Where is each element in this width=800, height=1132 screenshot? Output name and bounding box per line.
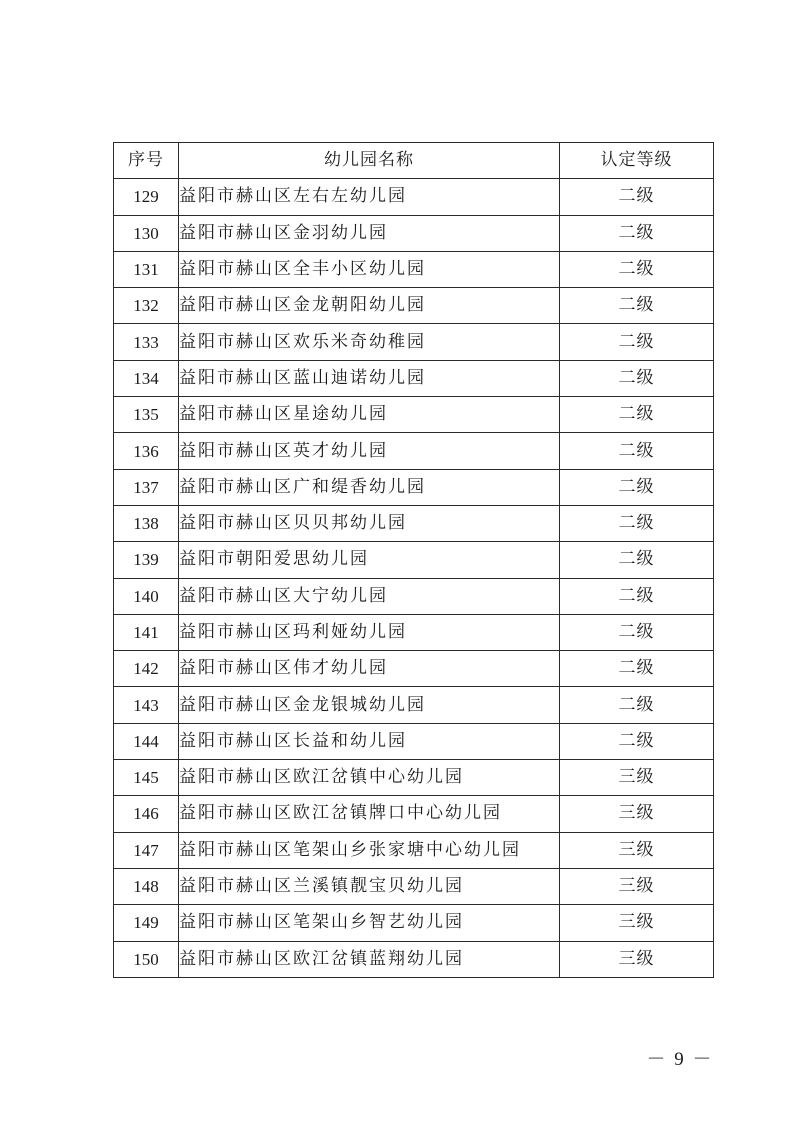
cell-level: 二级 bbox=[560, 469, 714, 505]
cell-no: 144 bbox=[114, 723, 179, 759]
cell-name: 益阳市朝阳爱思幼儿园 bbox=[179, 542, 560, 578]
cell-no: 137 bbox=[114, 469, 179, 505]
table-row bbox=[114, 542, 714, 578]
cell-no: 146 bbox=[114, 796, 179, 832]
table-row bbox=[114, 251, 714, 287]
cell-no: 147 bbox=[114, 832, 179, 868]
cell-level: 三级 bbox=[560, 905, 714, 941]
cell-name: 益阳市赫山区广和缇香幼儿园 bbox=[179, 469, 560, 505]
header-name: 幼儿园名称 bbox=[179, 143, 560, 179]
cell-name: 益阳市赫山区兰溪镇靓宝贝幼儿园 bbox=[179, 868, 560, 904]
table-row bbox=[114, 905, 714, 941]
table-row bbox=[114, 469, 714, 505]
cell-level: 二级 bbox=[560, 433, 714, 469]
cell-level: 二级 bbox=[560, 687, 714, 723]
page-number: － 9 － bbox=[646, 1049, 714, 1070]
cell-no: 148 bbox=[114, 868, 179, 904]
cell-no: 139 bbox=[114, 542, 179, 578]
cell-name: 益阳市赫山区全丰小区幼儿园 bbox=[179, 251, 560, 287]
cell-level: 二级 bbox=[560, 505, 714, 541]
cell-no: 150 bbox=[114, 941, 179, 977]
table-row bbox=[114, 179, 714, 215]
cell-level: 二级 bbox=[560, 215, 714, 251]
table-row bbox=[114, 832, 714, 868]
cell-no: 141 bbox=[114, 614, 179, 650]
cell-no: 129 bbox=[114, 179, 179, 215]
cell-name: 益阳市赫山区金龙朝阳幼儿园 bbox=[179, 288, 560, 324]
table-row bbox=[114, 288, 714, 324]
cell-name: 益阳市赫山区欧江岔镇中心幼儿园 bbox=[179, 760, 560, 796]
cell-level: 二级 bbox=[560, 614, 714, 650]
cell-name: 益阳市赫山区欧江岔镇蓝翔幼儿园 bbox=[179, 941, 560, 977]
table-row bbox=[114, 360, 714, 396]
table-row bbox=[114, 578, 714, 614]
cell-name: 益阳市赫山区贝贝邦幼儿园 bbox=[179, 505, 560, 541]
cell-level: 二级 bbox=[560, 324, 714, 360]
cell-name: 益阳市赫山区欧江岔镇牌口中心幼儿园 bbox=[179, 796, 560, 832]
cell-name: 益阳市赫山区大宁幼儿园 bbox=[179, 578, 560, 614]
cell-no: 130 bbox=[114, 215, 179, 251]
table-row bbox=[114, 796, 714, 832]
cell-level: 三级 bbox=[560, 868, 714, 904]
table-row bbox=[114, 324, 714, 360]
cell-name: 益阳市赫山区英才幼儿园 bbox=[179, 433, 560, 469]
cell-name: 益阳市赫山区笔架山乡张家塘中心幼儿园 bbox=[179, 832, 560, 868]
cell-no: 149 bbox=[114, 905, 179, 941]
cell-name: 益阳市赫山区蓝山迪诺幼儿园 bbox=[179, 360, 560, 396]
cell-no: 134 bbox=[114, 360, 179, 396]
cell-name: 益阳市赫山区长益和幼儿园 bbox=[179, 723, 560, 759]
cell-level: 二级 bbox=[560, 397, 714, 433]
cell-level: 三级 bbox=[560, 796, 714, 832]
cell-no: 140 bbox=[114, 578, 179, 614]
cell-level: 三级 bbox=[560, 941, 714, 977]
cell-level: 三级 bbox=[560, 832, 714, 868]
cell-name: 益阳市赫山区伟才幼儿园 bbox=[179, 651, 560, 687]
cell-no: 132 bbox=[114, 288, 179, 324]
cell-no: 136 bbox=[114, 433, 179, 469]
cell-level: 二级 bbox=[560, 651, 714, 687]
kindergarten-table bbox=[113, 142, 714, 978]
cell-name: 益阳市赫山区玛利娅幼儿园 bbox=[179, 614, 560, 650]
table-body bbox=[114, 179, 714, 978]
cell-no: 133 bbox=[114, 324, 179, 360]
cell-level: 二级 bbox=[560, 288, 714, 324]
table-row bbox=[114, 215, 714, 251]
table-header-row bbox=[114, 143, 714, 179]
cell-level: 二级 bbox=[560, 251, 714, 287]
cell-no: 131 bbox=[114, 251, 179, 287]
cell-level: 二级 bbox=[560, 360, 714, 396]
table-row bbox=[114, 723, 714, 759]
cell-level: 二级 bbox=[560, 542, 714, 578]
cell-name: 益阳市赫山区星途幼儿园 bbox=[179, 397, 560, 433]
table-row bbox=[114, 505, 714, 541]
cell-name: 益阳市赫山区笔架山乡智艺幼儿园 bbox=[179, 905, 560, 941]
cell-level: 二级 bbox=[560, 723, 714, 759]
table-row bbox=[114, 651, 714, 687]
table-row bbox=[114, 433, 714, 469]
cell-no: 143 bbox=[114, 687, 179, 723]
cell-name: 益阳市赫山区金羽幼儿园 bbox=[179, 215, 560, 251]
table-row bbox=[114, 941, 714, 977]
table-row bbox=[114, 868, 714, 904]
table-row bbox=[114, 760, 714, 796]
cell-level: 三级 bbox=[560, 760, 714, 796]
cell-no: 145 bbox=[114, 760, 179, 796]
table-row bbox=[114, 614, 714, 650]
cell-no: 135 bbox=[114, 397, 179, 433]
cell-name: 益阳市赫山区欢乐米奇幼稚园 bbox=[179, 324, 560, 360]
table-row bbox=[114, 687, 714, 723]
cell-level: 二级 bbox=[560, 179, 714, 215]
table-row bbox=[114, 397, 714, 433]
cell-name: 益阳市赫山区左右左幼儿园 bbox=[179, 179, 560, 215]
header-level: 认定等级 bbox=[560, 143, 714, 179]
cell-no: 142 bbox=[114, 651, 179, 687]
cell-name: 益阳市赫山区金龙银城幼儿园 bbox=[179, 687, 560, 723]
header-no: 序号 bbox=[114, 143, 179, 179]
cell-level: 二级 bbox=[560, 578, 714, 614]
cell-no: 138 bbox=[114, 505, 179, 541]
